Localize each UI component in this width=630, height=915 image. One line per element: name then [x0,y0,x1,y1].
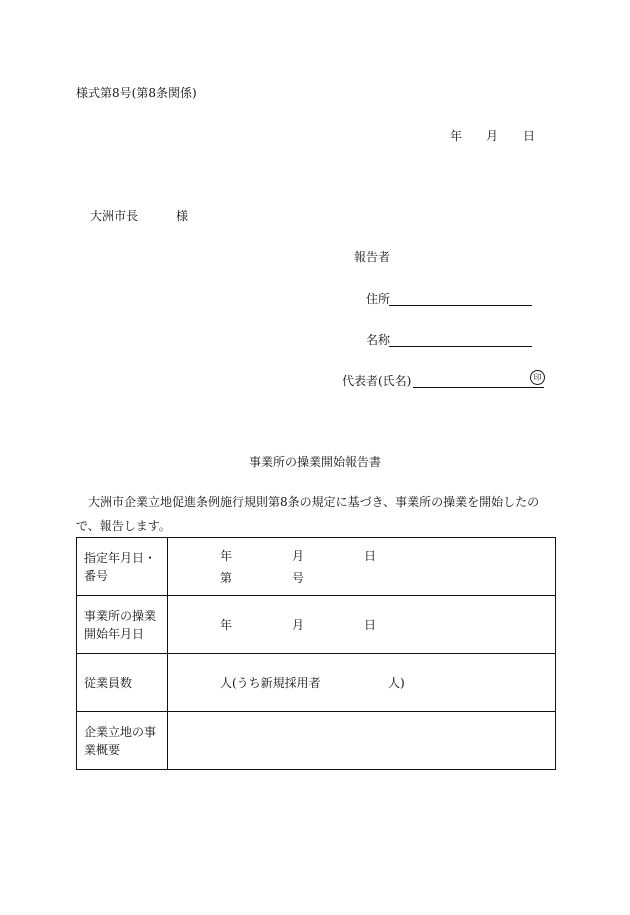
business-overview-cell[interactable] [168,712,556,770]
designation-date-label: 指定年月日・番号 [77,538,168,596]
date-year-label: 年 [450,129,463,143]
form-number: 様式第8号(第8条関係) [76,86,197,100]
addressee [90,207,188,224]
table-row [77,712,556,770]
date-month-label: 月 [486,129,499,143]
report-table [76,537,556,770]
designation-year: 年 [220,548,233,563]
designation-date-cell[interactable] [168,538,556,596]
operation-year: 年 [220,617,233,632]
seal-icon: 印 [530,370,545,385]
address-field[interactable] [389,305,532,306]
operation-month: 月 [292,617,305,632]
representative-label: 代表者(氏名) [342,374,412,388]
address-label: 住所 [366,292,391,306]
designation-number-suffix: 号 [292,570,305,585]
employee-count-close: 人) [388,675,405,690]
operation-start-date-label: 事業所の操業開始年月日 [77,596,168,654]
body-text: 大洲市企業立地促進条例施行規則第8条の規定に基づき、事業所の操業を開始したので、報告します。 [76,495,540,533]
operation-start-date-cell[interactable] [168,596,556,654]
table-row [77,654,556,712]
employee-count-text: 人(うち新規採用者 [220,675,321,690]
designation-number-prefix: 第 [220,570,233,585]
date-day-label: 日 [523,129,536,143]
addressee-name: 大洲市長 [90,209,139,223]
table-row [77,538,556,596]
employee-count-cell[interactable] [168,654,556,712]
operation-day: 日 [364,617,377,632]
designation-day: 日 [364,548,377,563]
employee-count-label: 従業員数 [77,654,168,712]
designation-month: 月 [292,548,305,563]
document-title: 事業所の操業開始報告書 [248,455,381,469]
business-overview-label: 企業立地の事業概要 [77,712,168,770]
reporter-heading: 報告者 [354,250,391,264]
company-name-label: 名称 [366,333,391,347]
representative-field[interactable] [413,387,544,388]
company-name-field[interactable] [389,346,532,347]
report-date [450,127,535,144]
addressee-honorific: 様 [176,209,189,223]
table-row [77,596,556,654]
